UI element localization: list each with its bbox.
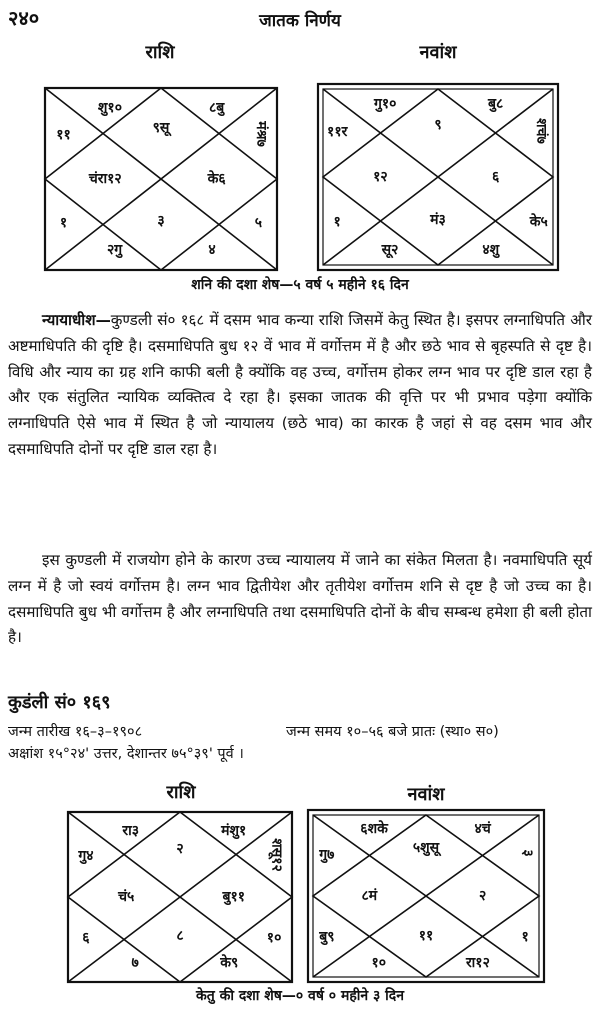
house-label: ६ (82, 929, 90, 946)
house-label: ४शु (482, 241, 500, 258)
kundli-heading: कुडंली सं० १६९ (8, 692, 111, 713)
paragraph-lead: न्यायाधीश— (42, 311, 111, 329)
house-label: ११र (327, 124, 348, 141)
house-label: ११ (418, 927, 434, 944)
birth-info-line (8, 722, 592, 743)
paragraph-judge (8, 308, 592, 463)
house-label: शचं७ (533, 117, 550, 144)
coordinates: अक्षांश १५°२४' उत्तर, देशान्तर ७५°३९' पूर्व । (8, 746, 244, 762)
house-label: २ (176, 841, 184, 858)
chart1-navamsha-title: नवांश (419, 42, 457, 63)
house-label: गु१० (373, 96, 397, 113)
kundli-grid (45, 88, 277, 270)
house-label: ४ (208, 241, 216, 258)
house-label: सू२ (381, 241, 399, 258)
chart1-navamsha-kundli (318, 84, 558, 270)
paragraph-rajyoga (8, 548, 592, 651)
house-label: के९ (220, 955, 239, 972)
house-label: शु१० (97, 100, 122, 117)
house-label: के६ (207, 171, 226, 187)
house-label: ९ (434, 116, 442, 133)
paragraph-body-2: इस कुण्डली में राजयोग होने के कारण उच्च न्यायालय में जाने का संकेत मिलता है। नवमाधिपति सूर्य लग्न में है जो स्वयं वर्गोत्तम है। लग्न भाव द्वितीयेश और तृतीयेश वर्गोत्तम शनि से दृष्ट है जो उच्च का है। दसमाधिपति बुध भी वर्गोत्तम है और लग्नाधिपति तथा दसमाधिपति दोनों के बीच सम्बन्ध हमेशा ही बली होता है। (8, 551, 592, 647)
house-label: १ (59, 214, 68, 231)
house-label: मं३ (430, 211, 446, 228)
house-label: मंश्र७ (252, 120, 269, 147)
house-label: २गु (107, 241, 123, 258)
house-label: रा१२ (465, 955, 490, 972)
house-label: ७ (131, 955, 139, 972)
house-label: १० (266, 929, 282, 946)
house-label: बु८ (487, 96, 504, 113)
house-label: ६ (491, 169, 500, 185)
chart1-rashi-title: राशि (145, 42, 175, 63)
house-label: ५शुसू (412, 839, 440, 856)
house-label: १२ (373, 169, 388, 185)
chart2-navamsha-kundli (308, 810, 544, 982)
house-label: १ (333, 213, 341, 230)
house-label: ११ (56, 127, 71, 144)
house-label: बु९ (319, 929, 335, 946)
chart1-rashi-kundli (45, 88, 277, 270)
chart2-dasha-caption: केतु की दशा शेष—० वर्ष ० महीने ३ दिन (195, 988, 405, 1004)
house-label: ८मं (361, 888, 378, 904)
birth-time: जन्म समय १०–५६ बजे प्रातः (स्था० स०) (286, 724, 499, 740)
birth-date: जन्म तारीख १६–३–१९०८ (8, 724, 143, 740)
kundli-grid (68, 812, 292, 982)
kundli-grid (318, 84, 558, 270)
house-label: ३ (157, 212, 165, 229)
running-title: जातक निर्णय (259, 11, 341, 31)
house-label: ३ (519, 849, 536, 857)
house-label: चं५ (118, 889, 135, 905)
house-label: बु११ (222, 889, 246, 905)
house-label: गु४ (78, 848, 94, 865)
house-label: ६शके (360, 820, 388, 837)
chart2-rashi-title: राशि (166, 782, 196, 803)
chart2-rashi-kundli (68, 812, 292, 982)
paragraph-body: कुण्डली सं० १६८ में दसम भाव कन्या राशि जिसमें केतु स्थित है। इसपर लग्नाधिपति और अष्टमाधिपति की दृष्टि है। दसमाधिपति बुध १२ वें भाव में वर्गोत्तम में है और छठे भाव से बृहस्पति से दृष्ट है। विधि और न्याय का ग्रह शनि काफी बली है क्योंकि वह उच्च, वर्गोत्तम होकर लग्न भाव पर दृष्टि डाल रहा है और एक संतुलित न्यायिक व्यक्तित्व दे रहा है। इसका जातक की वृत्ति पर भी प्रभाव पड़ेगा क्योंकि लग्नाधिपति ऐसे भाव में स्थित है जो न्यायालय (छठे भाव) का कारक है जहां से वह दसम भाव और दसमाधिपति दोनों पर दृष्टि डाल रहा है। (8, 311, 593, 458)
chart1-dasha-caption: शनि की दशा शेष—५ वर्ष ५ महीने १६ दिन (191, 277, 409, 293)
house-label: मंशु१ (221, 822, 247, 839)
house-label: ९सू (152, 120, 170, 137)
house-label: ८बु (209, 100, 225, 117)
house-label: २ (478, 888, 487, 904)
house-label: के५ (529, 213, 548, 230)
house-label: शसू१२ (268, 837, 285, 872)
house-label: गु७ (319, 846, 335, 863)
house-label: ४चं (474, 820, 491, 837)
house-label: चंरा१२ (88, 171, 122, 187)
house-label: ५ (254, 214, 263, 231)
kundli-grid (308, 810, 544, 982)
house-label: १० (371, 955, 387, 972)
house-label: ८ (176, 928, 184, 945)
house-label: १ (521, 929, 529, 946)
house-label: रा३ (122, 822, 140, 839)
page-number: २४० (8, 6, 40, 30)
chart2-navamsha-title: नवांश (407, 784, 445, 805)
